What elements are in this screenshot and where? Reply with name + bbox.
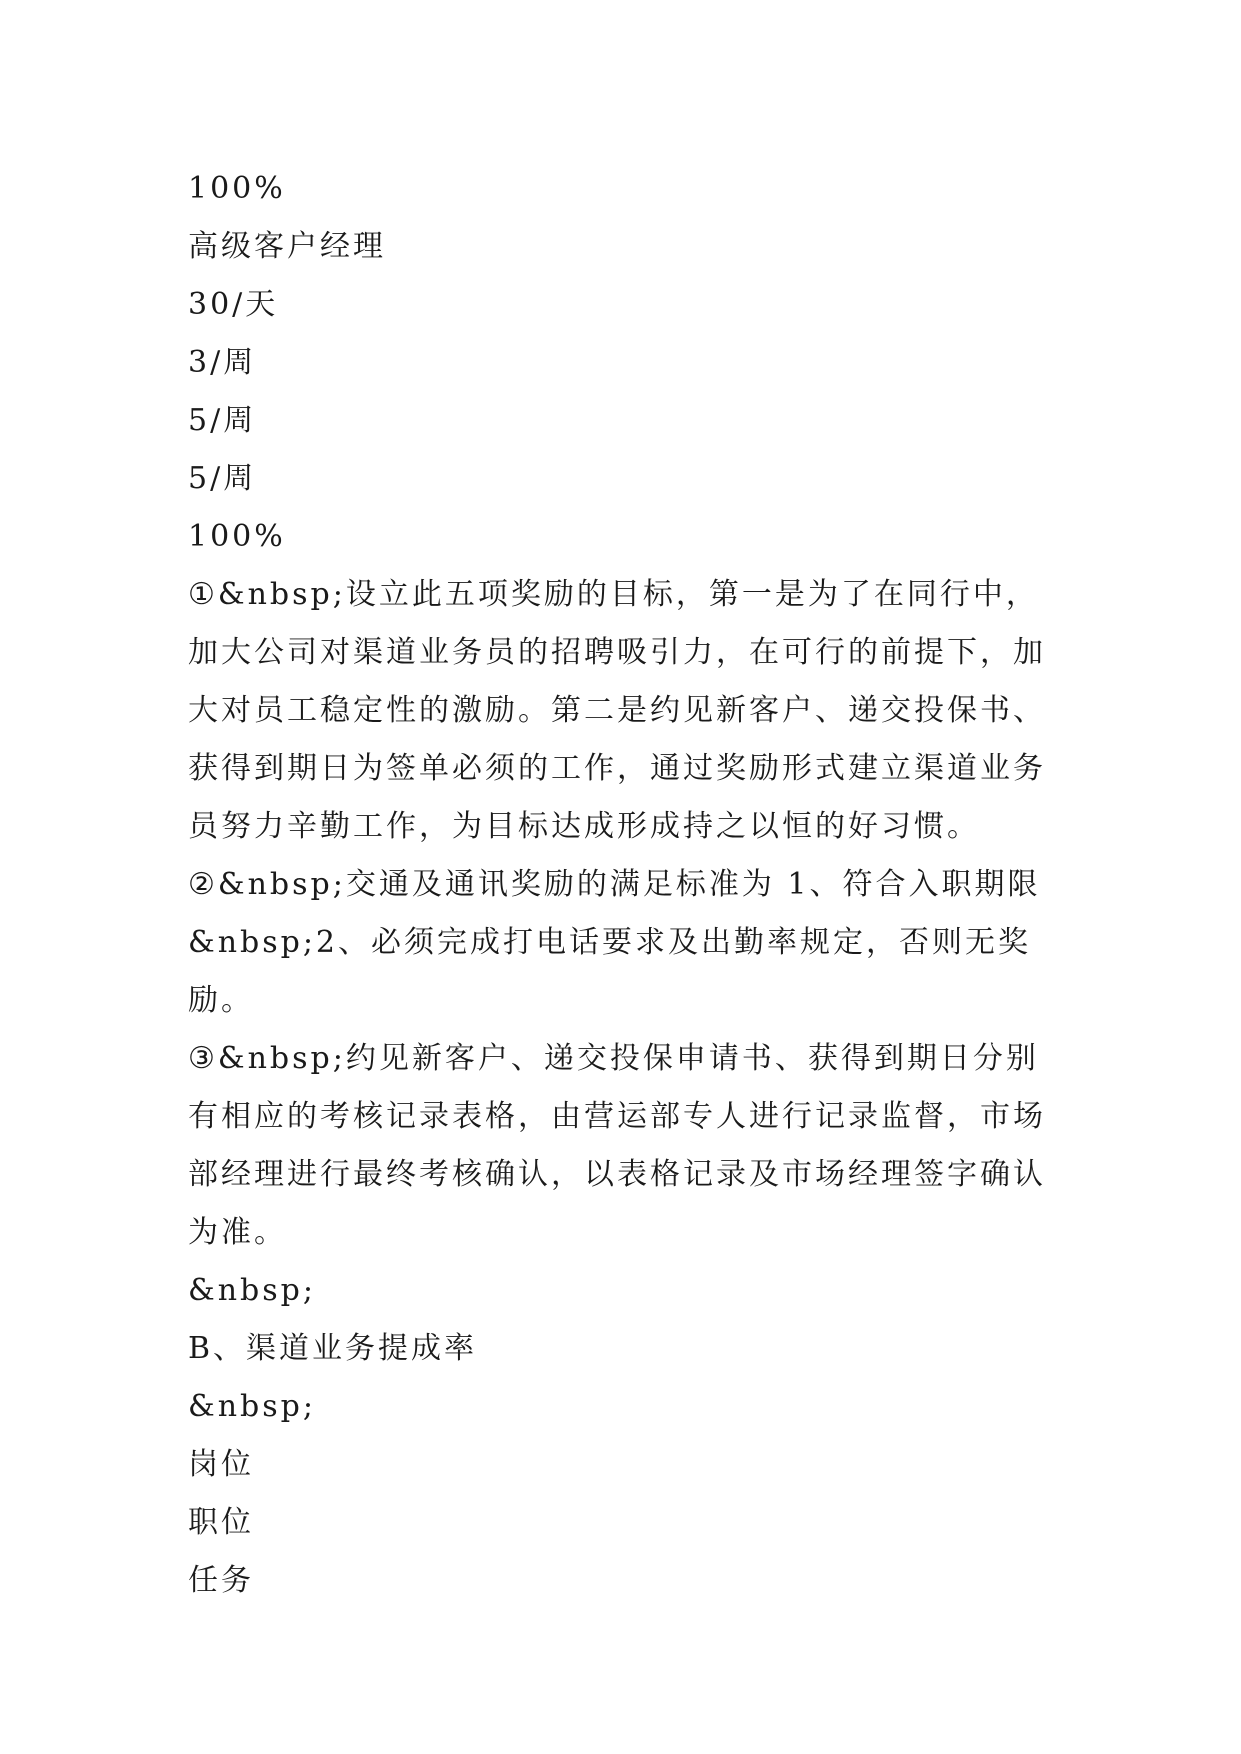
text-line-position-senior-manager: 高级客户经理 [188,229,386,264]
text-line-nbsp-b: &nbsp; [188,1389,316,1424]
document-body [188,160,1068,1610]
text-line-5-per-week-a: 5/周 [188,403,257,438]
table-header-post: 岗位 [188,1447,254,1482]
table-header-title: 职位 [188,1505,254,1540]
text-line-5-per-week-b: 5/周 [188,461,257,496]
text-line-nbsp-a: &nbsp; [188,1273,316,1308]
note-paragraph-1: ①&nbsp;设立此五项奖励的目标，第一是为了在同行中，加大公司对渠道业务员的招聘吸引力，在可行的前提下，加大对员工稳定性的激励。第二是约见新客户、递交投保书、获得到期日为签单必须的工作，通过奖励形式建立渠道业务员努力辛勤工作，为目标达成形成持之以恒的好习惯。 [188,577,1046,844]
text-line-rate-100-b: 100% [188,519,286,554]
note-paragraph-2: ②&nbsp;交通及通讯奖励的满足标准为 1、符合入职期限&nbsp;2、必须完成打电话要求及出勤率规定，否则无奖励。 [188,867,1041,1018]
text-line-rate-100: 100% [188,171,286,206]
note-paragraph-3: ③&nbsp;约见新客户、递交投保申请书、获得到期日分别有相应的考核记录表格，由营运部专人进行记录监督，市场部经理进行最终考核确认，以表格记录及市场经理签字确认为准。 [188,1041,1046,1250]
section-heading-commission-rate: B、渠道业务提成率 [188,1331,478,1366]
text-line-30-per-day: 30/天 [188,287,279,322]
text-line-3-per-week: 3/周 [188,345,257,380]
table-header-task: 任务 [188,1563,254,1598]
